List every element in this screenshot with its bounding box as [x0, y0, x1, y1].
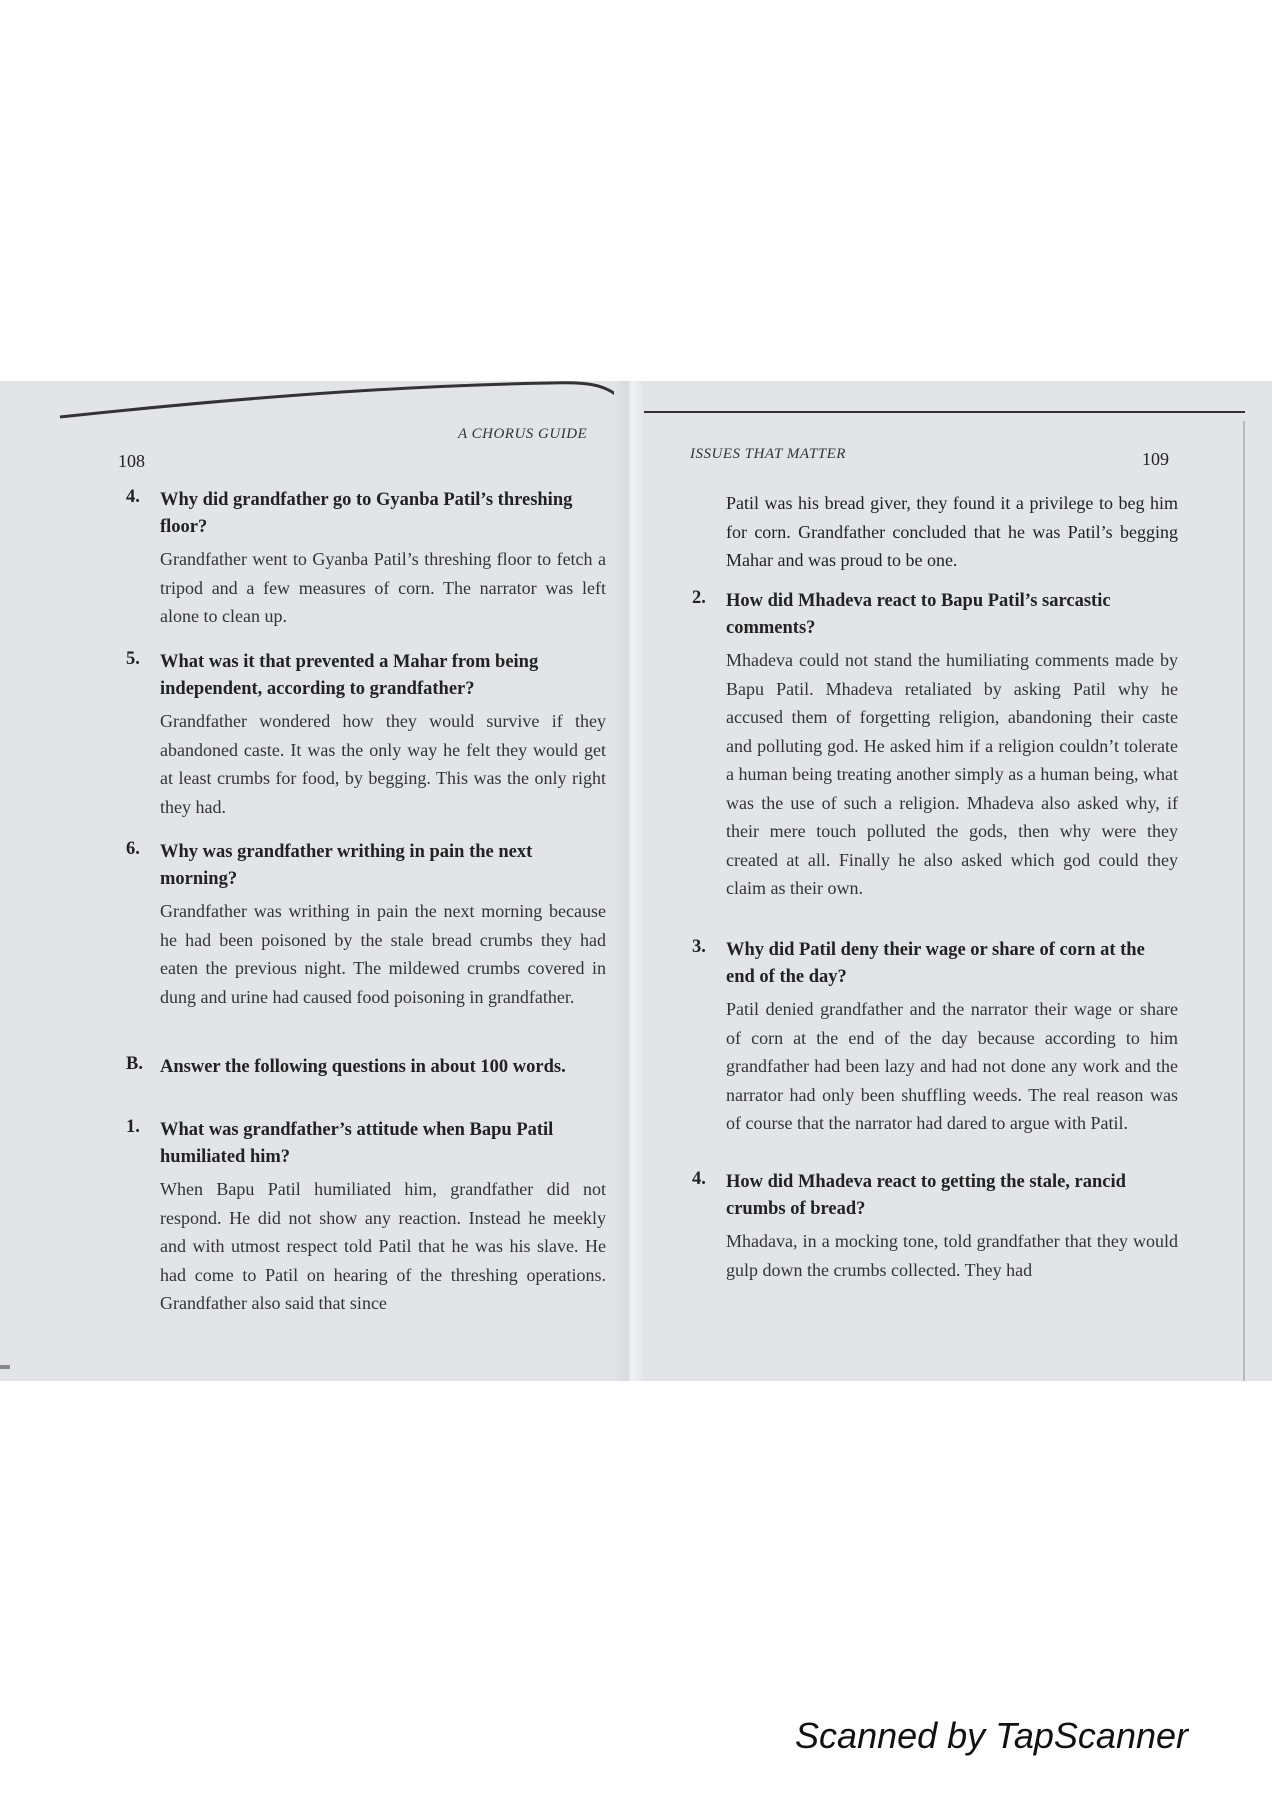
- question-item: [692, 588, 1178, 903]
- question-item: [126, 839, 606, 1011]
- question-text: Why did Patil deny their wage or share of corn at the end of the day?: [726, 940, 1145, 987]
- question-item: [126, 1117, 606, 1318]
- section-heading: [126, 1054, 606, 1081]
- question-item: [126, 487, 606, 631]
- answer-text: When Bapu Patil humiliated him, grandfather did not respond. He did not show any reaction. Instead he meekly and with utmost respect told Patil that he was his slave. He had come to Patil on hearing of the threshing operations. Grandfather also said that since: [160, 1179, 606, 1313]
- page-number: 108: [118, 451, 145, 471]
- answer-text: Mhadeva could not stand the humiliating comments made by Bapu Patil. Mhadeva retaliated by asking Patil why he accused them of forgetting religion, abandoning their caste and polluting god. He asked him if a religion couldn’t tolerate a human being treating another simply as a human being, what was the use of such a religion. Mhadeva also asked why, if their mere touch polluted the gods, then why were they created at all. Finally he also asked which god could they claim as their own.: [726, 650, 1178, 898]
- question-text: Why was grandfather writhing in pain the next morning?: [160, 842, 533, 889]
- question-item: [692, 937, 1178, 1138]
- question-number: 6.: [126, 839, 140, 859]
- answer-text: Grandfather was writhing in pain the next morning because he had been poisoned by the stale bread crumbs they had eaten the previous night. The mildewed crumbs covered in dung and urine had caused food poisoning in grandfather.: [160, 901, 606, 1007]
- page-edge-shadow: [1243, 421, 1245, 1381]
- book-gutter: [614, 381, 644, 1381]
- answer-text: Grandfather wondered how they would survive if they abandoned caste. It was the only way he felt they would get at least crumbs for food, by begging. This was the only right they had.: [160, 711, 606, 817]
- running-head: ISSUES THAT MATTER: [690, 446, 846, 462]
- edge-mark: [0, 1365, 10, 1369]
- answer-text: Mhadava, in a mocking tone, told grandfather that they would gulp down the crumbs collected. They had: [726, 1231, 1178, 1280]
- question-number: 4.: [126, 487, 140, 507]
- running-head: A CHORUS GUIDE: [458, 426, 588, 442]
- continuation-text: Patil was his bread giver, they found it a privilege to beg him for corn. Grandfather concluded that he was Patil’s begging Mahar and was proud to be one.: [726, 493, 1178, 570]
- left-page: [120, 381, 610, 1381]
- answer-text: Patil denied grandfather and the narrator their wage or share of corn at the end of the day because according to him grandfather had been lazy and had not done any work and the narrator had only been shuffling weeds. The real reason was of course that the narrator had dared to argue with Patil.: [726, 999, 1178, 1133]
- question-text: What was it that prevented a Mahar from being independent, according to grandfather?: [160, 652, 539, 699]
- section-instruction: Answer the following questions in about 100 words.: [160, 1057, 566, 1077]
- question-text: How did Mhadeva react to Bapu Patil’s sarcastic comments?: [726, 591, 1111, 638]
- question-number: 1.: [126, 1117, 140, 1137]
- section-letter: B.: [126, 1054, 143, 1074]
- question-text: Why did grandfather go to Gyanba Patil’s threshing floor?: [160, 490, 573, 537]
- right-page: [680, 381, 1180, 1381]
- question-text: How did Mhadeva react to getting the stale, rancid crumbs of bread?: [726, 1172, 1126, 1219]
- question-item: [126, 649, 606, 821]
- question-number: 4.: [692, 1169, 706, 1189]
- question-number: 5.: [126, 649, 140, 669]
- continuation-paragraph: [726, 489, 1178, 575]
- answer-text: Grandfather went to Gyanba Patil’s threshing floor to fetch a tripod and a few measures of corn. The narrator was left alone to clean up.: [160, 549, 606, 626]
- question-text: What was grandfather’s attitude when Bapu Patil humiliated him?: [160, 1120, 554, 1167]
- question-number: 2.: [692, 588, 706, 608]
- question-item: [692, 1169, 1178, 1284]
- book-spread: [0, 381, 1272, 1381]
- scanner-watermark: Scanned by TapScanner: [795, 1715, 1188, 1756]
- page-number: 109: [1142, 449, 1169, 469]
- question-number: 3.: [692, 937, 706, 957]
